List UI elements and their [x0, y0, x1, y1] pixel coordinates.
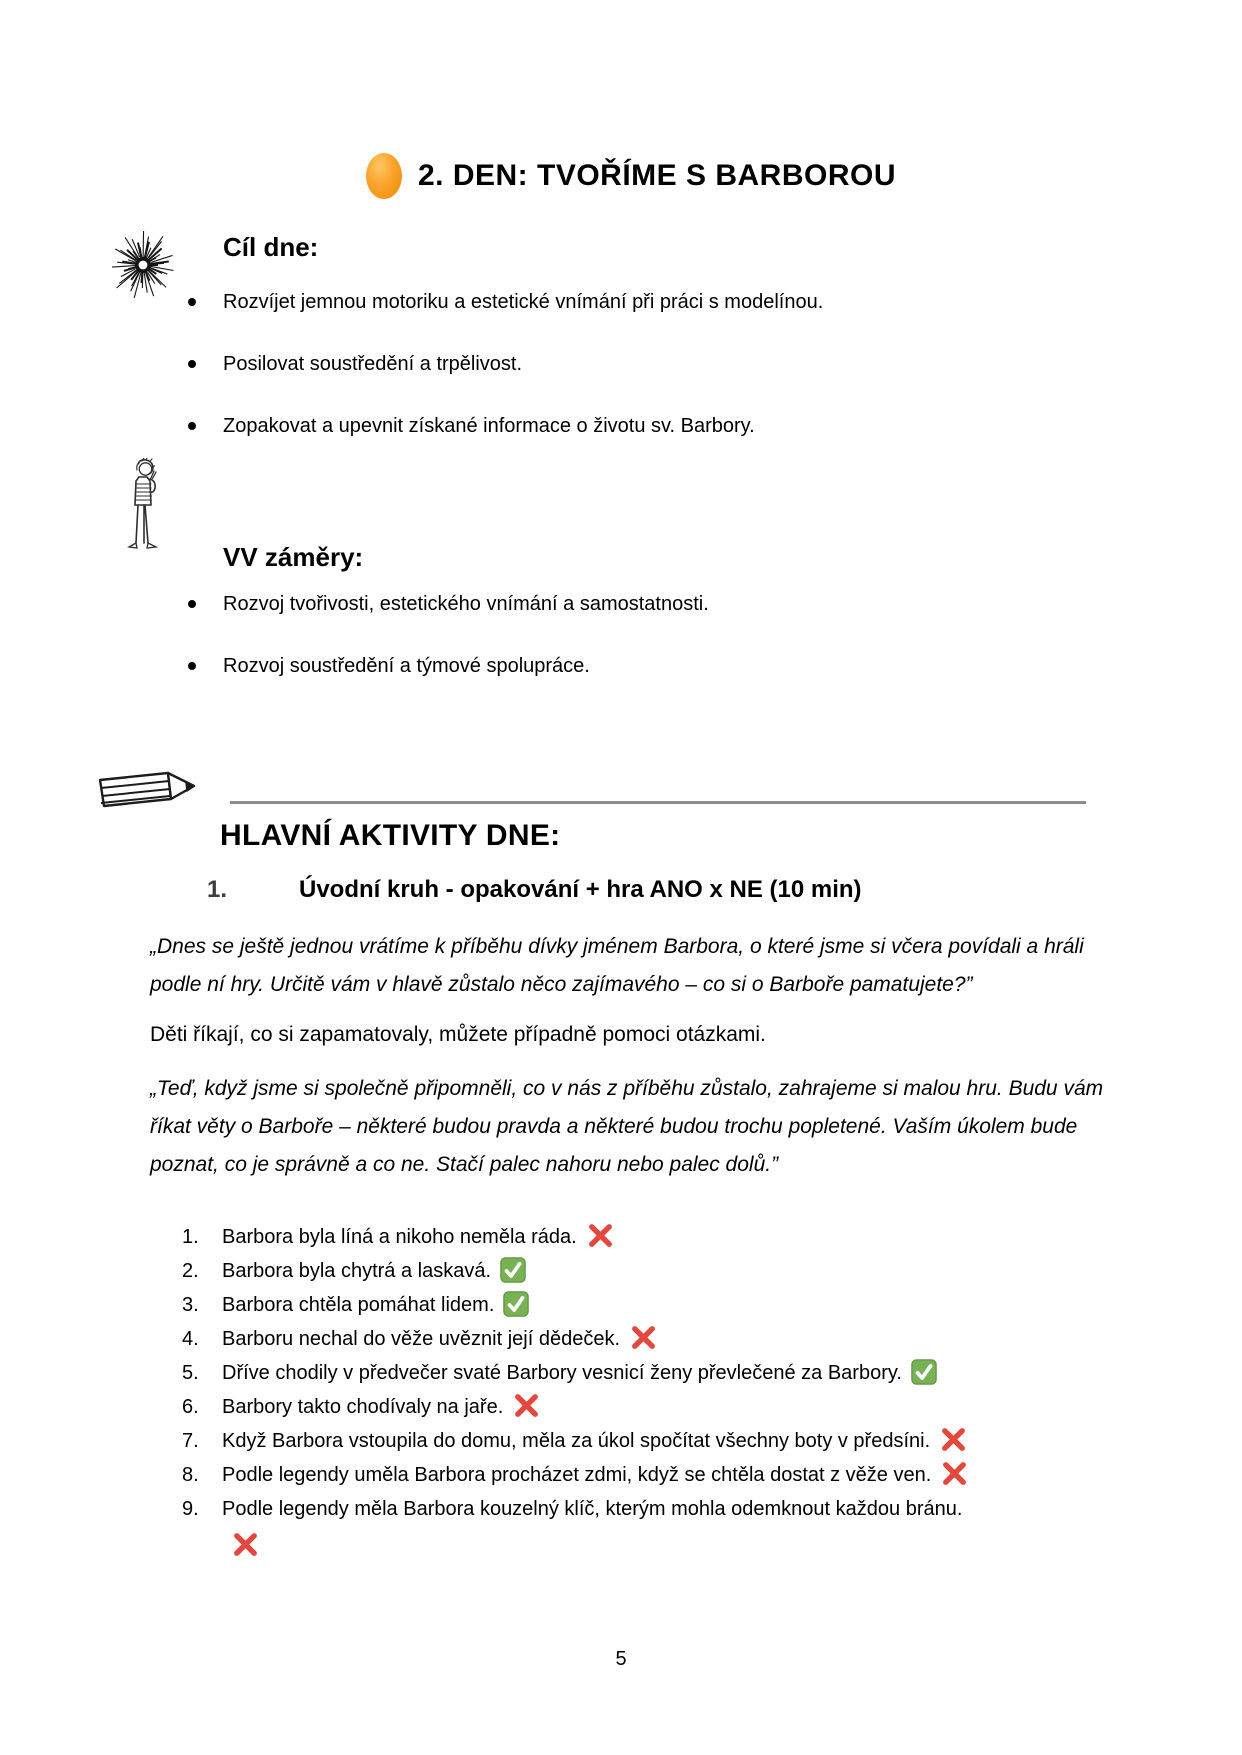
vv-heading: VV záměry:	[223, 542, 364, 572]
statement-item	[150, 1254, 1112, 1288]
statement-text: Barbora byla chytrá a laskavá.	[222, 1260, 492, 1282]
check-icon	[500, 1257, 526, 1283]
statement-item	[150, 1424, 1112, 1458]
bullet-item: Zopakovat a upevnit získané informace o životu sv. Barbory.	[150, 412, 1112, 440]
bullet-item: Rozvoj soustředění a týmové spolupráce.	[150, 652, 1112, 680]
statement-text: Podle legendy měla Barbora kouzelný klíč, kterým mohla odemknout každou bránu.	[222, 1498, 963, 1520]
statement-text: Barbory takto chodívaly na jaře.	[222, 1396, 504, 1418]
intro-quote: „Dnes se ještě jednou vrátíme k příběhu dívky jménem Barbora, o které jsme si včera povídali a hráli podle ní hry. Určitě vám v hlavě zůstalo něco zajímavého – co si o Barboře pamatujete?”	[150, 935, 1084, 996]
activity-item-title: Úvodní kruh - opakování + hra ANO x NE (10 min)	[299, 876, 862, 903]
goal-section	[150, 230, 1112, 440]
cross-icon	[231, 1530, 260, 1559]
bullet-item: Posilovat soustředění a trpělivost.	[150, 350, 1112, 378]
statement-item	[150, 1390, 1112, 1424]
statement-text: Barboru nechal do věže uvěznit její dědeček.	[222, 1328, 621, 1350]
vv-section	[150, 540, 1112, 680]
statement-item	[150, 1458, 1112, 1492]
vv-list	[150, 590, 1112, 680]
page-number: 5	[615, 1648, 627, 1670]
statement-text: Když Barbora vstoupila do domu, měla za úkol spočítat všechny boty v předsíni.	[222, 1430, 931, 1452]
cross-icon	[629, 1323, 658, 1352]
cross-icon	[512, 1391, 541, 1420]
statement-text: Podle legendy uměla Barbora procházet zdmi, když se chtěla dostat z věže ven.	[222, 1464, 932, 1486]
statement-item	[150, 1288, 1112, 1322]
activity-item-heading	[207, 874, 1112, 906]
goal-list	[150, 288, 1112, 440]
game-quote: „Teď, když jsme si společně připomněli, co v nás z příběhu zůstalo, zahrajeme si malou hru. Budu vám říkat věty o Barboře – některé budou pravda a některé budou trochu popletené. Vaším úkolem bude poznat, co je správně a co ne. Stačí palec nahoru nebo palec dolů.”	[150, 1077, 1104, 1176]
statement-text: Dříve chodily v předvečer svaté Barbory vesnicí ženy převlečené za Barbory.	[222, 1362, 902, 1384]
narration-text: Děti říkají, co si zapamatovaly, můžete případně pomoci otázkami.	[150, 1023, 766, 1046]
cross-icon	[940, 1459, 969, 1488]
statement-text: Barbora byla líná a nikoho neměla ráda.	[222, 1226, 577, 1248]
statement-item	[150, 1322, 1112, 1356]
activity-item-number: 1.	[207, 876, 228, 903]
goal-heading: Cíl dne:	[223, 232, 319, 262]
activities-heading: HLAVNÍ AKTIVITY DNE:	[220, 819, 561, 852]
statement-mark-row	[222, 1526, 1112, 1566]
activities-section	[150, 816, 1112, 1566]
check-icon	[911, 1359, 937, 1385]
statement-text: Barbora chtěla pomáhat lidem.	[222, 1294, 495, 1316]
orange-circle-icon	[366, 153, 402, 199]
check-icon	[503, 1291, 529, 1317]
cross-icon	[939, 1425, 968, 1454]
page-title-row	[150, 150, 1112, 202]
day-title: 2. DEN: TVOŘÍME S BARBOROU	[417, 159, 897, 192]
cross-icon	[586, 1221, 615, 1250]
bullet-item: Rozvíjet jemnou motoriku a estetické vnímání při práci s modelínou.	[150, 288, 1112, 316]
bullet-item: Rozvoj tvořivosti, estetického vnímání a samostatnosti.	[150, 590, 1112, 618]
statements-list	[150, 1220, 1112, 1566]
statement-item	[150, 1492, 1112, 1566]
statement-item	[150, 1356, 1112, 1390]
statement-item	[150, 1220, 1112, 1254]
